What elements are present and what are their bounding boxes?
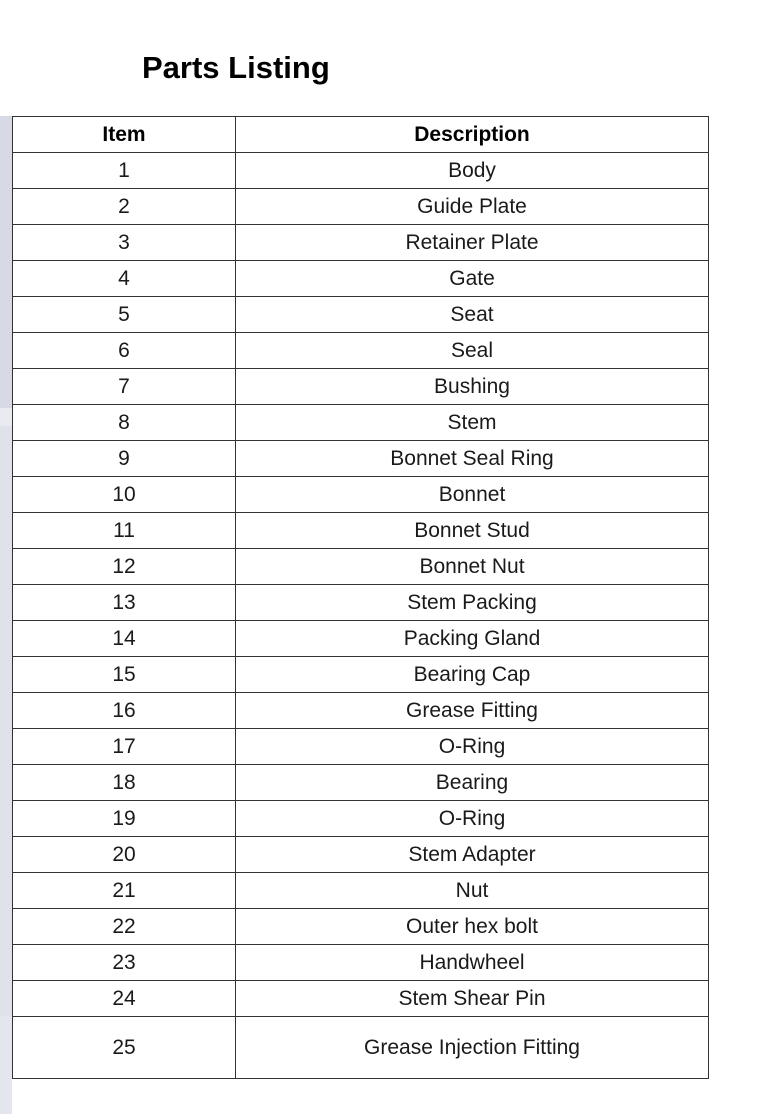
description-cell: Handwheel	[236, 945, 709, 981]
table-header-row	[13, 117, 709, 153]
left-edge-strip	[0, 408, 12, 426]
description-cell: Bearing	[236, 765, 709, 801]
description-cell: Bearing Cap	[236, 657, 709, 693]
description-cell: Stem Packing	[236, 585, 709, 621]
table-row	[13, 657, 709, 693]
item-number-cell: 25	[13, 1017, 236, 1079]
table-row	[13, 369, 709, 405]
table-row	[13, 873, 709, 909]
column-header-description: Description	[236, 117, 709, 153]
description-cell: Seat	[236, 297, 709, 333]
parts-table	[12, 116, 709, 1079]
item-number-cell: 24	[13, 981, 236, 1017]
left-edge-strip	[0, 116, 12, 408]
table-row	[13, 297, 709, 333]
item-number-cell: 5	[13, 297, 236, 333]
item-number-cell: 19	[13, 801, 236, 837]
item-number-cell: 18	[13, 765, 236, 801]
item-number-cell: 1	[13, 153, 236, 189]
description-cell: Bushing	[236, 369, 709, 405]
item-number-cell: 12	[13, 549, 236, 585]
table-row	[13, 765, 709, 801]
table-row	[13, 225, 709, 261]
description-cell: Bonnet Nut	[236, 549, 709, 585]
table-row	[13, 621, 709, 657]
left-edge-strip	[0, 1016, 12, 1114]
item-number-cell: 9	[13, 441, 236, 477]
table-row	[13, 153, 709, 189]
table-row	[13, 837, 709, 873]
table-row	[13, 441, 709, 477]
item-number-cell: 7	[13, 369, 236, 405]
description-cell: Guide Plate	[236, 189, 709, 225]
table-row	[13, 549, 709, 585]
table-body	[13, 153, 709, 1079]
item-number-cell: 14	[13, 621, 236, 657]
table-row	[13, 909, 709, 945]
description-cell: Bonnet	[236, 477, 709, 513]
item-number-cell: 4	[13, 261, 236, 297]
item-number-cell: 3	[13, 225, 236, 261]
column-header-item: Item	[13, 117, 236, 153]
item-number-cell: 10	[13, 477, 236, 513]
item-number-cell: 20	[13, 837, 236, 873]
description-cell: Stem	[236, 405, 709, 441]
table-row	[13, 945, 709, 981]
description-cell: Packing Gland	[236, 621, 709, 657]
page-title: Parts Listing	[142, 50, 330, 85]
description-cell: Bonnet Stud	[236, 513, 709, 549]
item-number-cell: 22	[13, 909, 236, 945]
item-number-cell: 11	[13, 513, 236, 549]
description-cell: Nut	[236, 873, 709, 909]
description-cell: Seal	[236, 333, 709, 369]
table-row	[13, 729, 709, 765]
item-number-cell: 21	[13, 873, 236, 909]
description-cell: Retainer Plate	[236, 225, 709, 261]
left-edge-strip	[0, 426, 12, 1016]
description-cell: Grease Injection Fitting	[236, 1017, 709, 1079]
table-row	[13, 801, 709, 837]
item-number-cell: 16	[13, 693, 236, 729]
table-row	[13, 261, 709, 297]
table-row	[13, 513, 709, 549]
item-number-cell: 13	[13, 585, 236, 621]
item-number-cell: 2	[13, 189, 236, 225]
table-row	[13, 333, 709, 369]
description-cell: O-Ring	[236, 801, 709, 837]
item-number-cell: 17	[13, 729, 236, 765]
description-cell: Stem Shear Pin	[236, 981, 709, 1017]
description-cell: Outer hex bolt	[236, 909, 709, 945]
description-cell: Body	[236, 153, 709, 189]
table-row	[13, 1017, 709, 1079]
item-number-cell: 15	[13, 657, 236, 693]
description-cell: Grease Fitting	[236, 693, 709, 729]
table-row	[13, 585, 709, 621]
item-number-cell: 23	[13, 945, 236, 981]
description-cell: O-Ring	[236, 729, 709, 765]
description-cell: Gate	[236, 261, 709, 297]
table-row	[13, 405, 709, 441]
item-number-cell: 8	[13, 405, 236, 441]
table-row	[13, 189, 709, 225]
table-row	[13, 693, 709, 729]
table-row	[13, 477, 709, 513]
item-number-cell: 6	[13, 333, 236, 369]
description-cell: Bonnet Seal Ring	[236, 441, 709, 477]
table-row	[13, 981, 709, 1017]
description-cell: Stem Adapter	[236, 837, 709, 873]
